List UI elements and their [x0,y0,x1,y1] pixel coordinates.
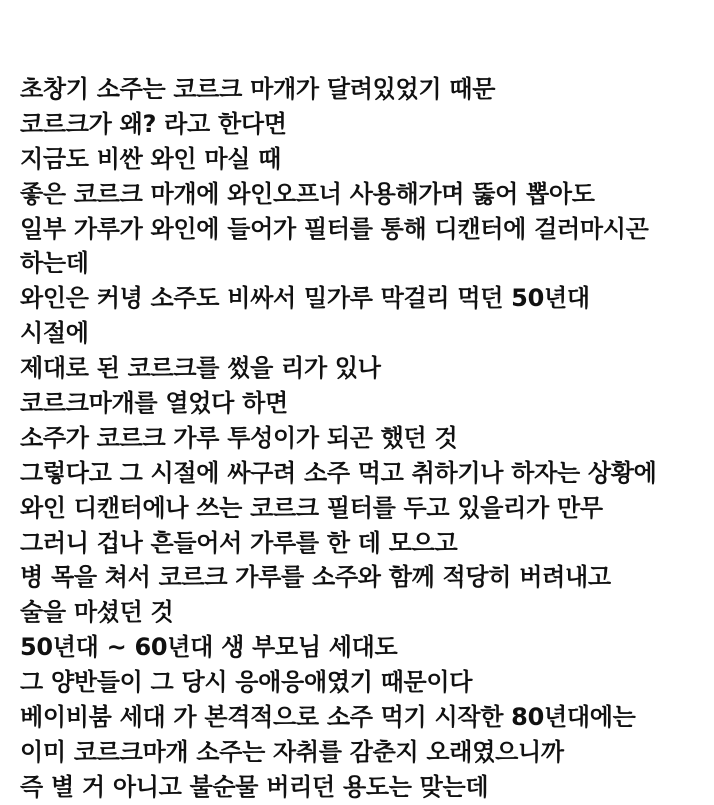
text-line: 그 양반들이 그 당시 응애응애였기 때문이다 [20,668,473,697]
text-line: 좋은 코르크 마개에 와인오프너 사용해가며 뚫어 뽑아도 [20,179,595,208]
document-body [20,72,710,805]
text-line: 코르크마개를 열었다 하면 [20,389,288,418]
text-line: 즉 별 거 아니고 불순물 버리던 용도는 맞는데 [20,772,489,801]
text-line: 와인 디캔터에나 쓰는 코르크 필터를 두고 있을리가 만무 [20,493,603,522]
text-line: 코르크가 왜? 라고 한다면 [20,109,287,138]
text-line: 그러니 겁나 흔들어서 가루를 한 데 모으고 [20,528,458,557]
text-line: 그렇다고 그 시절에 싸구려 소주 먹고 취하기나 하자는 상황에 [20,458,657,487]
text-line: 하는데 [20,249,89,278]
text-line: 제대로 된 코르크를 썼을 리가 있나 [20,354,381,383]
text-line: 시절에 [20,319,89,348]
text-line: 일부 가루가 와인에 들어가 필터를 통해 디캔터에 걸러마시곤 [20,214,649,243]
text-line: 술을 마셨던 것 [20,598,174,627]
text-line: 베이비붐 세대 가 본격적으로 소주 먹기 시작한 80년대에는 [20,703,636,732]
text-line: 소주가 코르크 가루 투성이가 되곤 했던 것 [20,423,458,452]
text-line: 지금도 비싼 와인 마실 때 [20,144,282,173]
text-line: 병 목을 쳐서 코르크 가루를 소주와 함께 적당히 버려내고 [20,563,611,592]
text-line: 와인은 커녕 소주도 비싸서 밀가루 막걸리 먹던 50년대 [20,284,590,313]
text-line: 이미 코르크마개 소주는 자취를 감춘지 오래였으니까 [20,737,564,766]
text-line: 50년대 ~ 60년대 생 부모님 세대도 [20,633,398,662]
text-line: 초창기 소주는 코르크 마개가 달려있었기 때문 [20,75,496,103]
